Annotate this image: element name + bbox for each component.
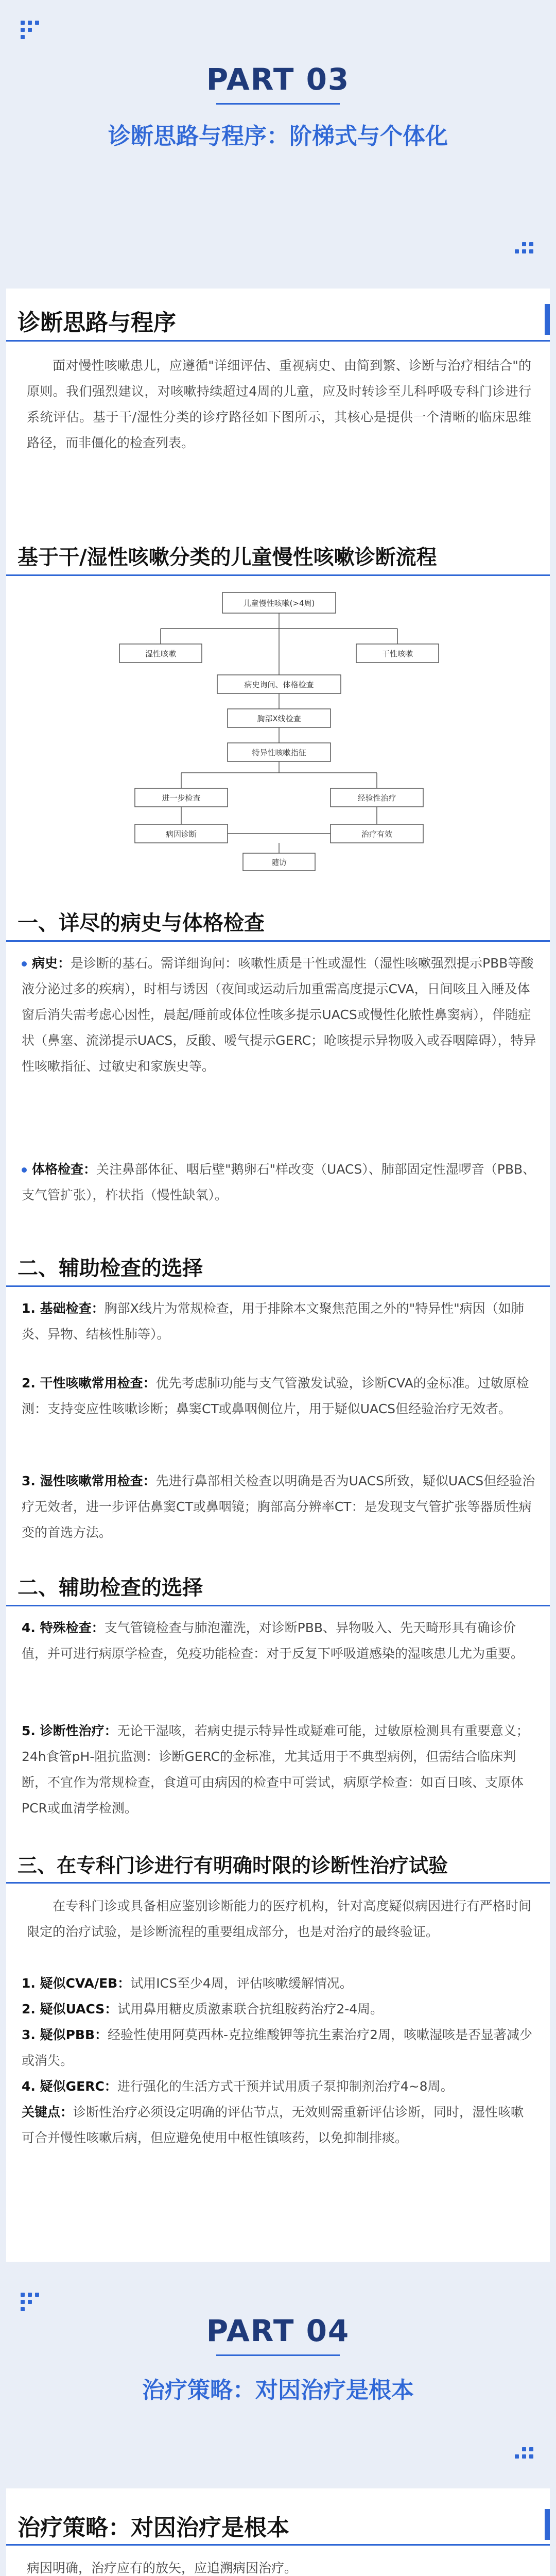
flow-label-empiric: 经验性治疗 <box>357 793 396 803</box>
part3-number: PART 03 <box>206 62 350 97</box>
bullet-icon <box>22 1167 27 1173</box>
corner-grid-icon <box>515 242 533 261</box>
bullet-icon <box>22 961 27 967</box>
flow-label-tests: 进一步检查 <box>162 793 201 803</box>
flow-label-diagnosis: 病因诊断 <box>165 829 197 839</box>
flow-label-effective: 治疗有效 <box>361 829 393 839</box>
trial-item-pbb: 3. 疑似PBB：经验性使用阿莫西林-克拉维酸钾等抗生素治疗2周，咳嗽湿咳是否显著减少或消失。 <box>22 2027 532 2068</box>
flow-label-xray: 胸部X线检查 <box>257 714 301 723</box>
test-item-basic: 1. 基础检查：胸部X线片为常规检查，用于排除本文聚焦范围之外的"特异性"病因（如肺炎、异物、结核性肺等）。 <box>22 1301 524 1342</box>
diagnosis-card <box>6 289 550 2262</box>
exam-item: 体格检查：关注鼻部体征、咽后壁"鹅卵石"样改变（UACS）、肺部固定性湿啰音（PBB、支气管扩张），杵状指（慢性缺氧）。 <box>22 1162 536 1202</box>
trial-intro: 在专科门诊或具备相应鉴别诊断能力的医疗机构，针对高度疑似病因进行有严格时间限定的治疗试验，是诊断流程的重要组成部分，也是对治疗的最终验证。 <box>27 1899 531 1939</box>
history-item: 病史：是诊断的基石。需详细询问：咳嗽性质是干性或湿性（湿性咳嗽强烈提示PBB等酸液分泌过多的疾病），时相与诱因（夜间或运动后加重需高度提示CVA，日间咳且入睡及体窗后消失需考虑心因性，晨起/睡前或体位性咳多提示UACS或慢性化脓性鼻窦病），伴随症状（鼻塞、流涕提示UACS，反酸、嗳气提示GERC；呛咳提示异物吸入或吞咽障碍），特异性咳嗽指征、过敏史和家族史等。 <box>22 956 536 1074</box>
section-heading: 诊断思路与程序 <box>18 310 176 336</box>
test-item-wet: 3. 湿性咳嗽常用检查：先进行鼻部相关检查以明确是否为UACS所致，疑似UACS但经验治疗无效者，进一步评估鼻窦CT或鼻咽镜；胸部高分辨率CT：是发现支气管扩张等器质性病变的首选方法。 <box>22 1473 535 1540</box>
part4-title: 治疗策略：对因治疗是根本 <box>142 2377 414 2403</box>
part4-underline <box>216 2354 340 2356</box>
accent-bar <box>545 304 550 335</box>
treatment-heading: 治疗策略：对因治疗是根本 <box>18 2515 289 2541</box>
heading-rule <box>6 1882 550 1884</box>
other-points-item: 5. 诊断性治疗：无论干湿咳，若病史提示特异性或疑难可能，过敏原检测具有重要意义；24h食管pH-阻抗监测：诊断GERC的金标准，尤其适用于不典型病例，但需结合临床判断，不宜作为常规检查，食道可由病因的检查中可尝试，病原学检查：如百日咳、支原体PCR或血清学检测。 <box>22 1723 529 1816</box>
corner-grid-icon <box>21 21 39 39</box>
trial-item-cva: 1. 疑似CVA/EB：试用ICS至少4周，评估咳嗽缓解情况。 <box>22 1976 353 1991</box>
heading-rule <box>6 340 550 342</box>
accent-bar <box>545 2509 550 2540</box>
part3-band <box>0 0 556 278</box>
trial-key-point: 关键点：诊断性治疗必须设定明确的评估节点，无效则需重新评估诊断，同时，湿性咳嗽可合并慢性咳嗽后病，但应避免使用中枢性镇咳药，以免抑制排痰。 <box>22 2105 524 2145</box>
intro-paragraph: 面对慢性咳嗽患儿，应遵循"详细评估、重视病史、由简到繁、诊断与治疗相结合"的原则。我们强烈建议，对咳嗽持续超过4周的儿童，应及时转诊至儿科呼吸专科门诊进行系统评估。基于干/湿性分类的诊疗路径如下图所示，其核心是提供一个清晰的临床思维路径，而非僵化的检查列表。 <box>27 358 531 450</box>
trial-heading: 三、在专科门诊进行有明确时限的诊断性治疗试验 <box>18 1854 448 1877</box>
flow-label-followup: 随访 <box>271 858 287 867</box>
heading-rule <box>6 940 550 942</box>
part3-underline <box>216 103 340 105</box>
special-test-item: 4. 特殊检查：支气管镜检查与肺泡灌洗，对诊断PBB、异物吸入、先天畸形具有确诊价值，并可进行病原学检查，免疫功能检查：对于反复下呼吸道感染的湿咳患儿尤为重要。 <box>22 1620 524 1661</box>
flow-label-root: 儿童慢性咳嗽(>4周) <box>243 599 315 608</box>
corner-grid-icon <box>21 2293 39 2311</box>
part4-number: PART 04 <box>206 2313 350 2348</box>
flow-label-indicators: 特异性咳嗽指征 <box>252 748 306 757</box>
heading-rule <box>6 574 550 576</box>
trial-item-gerc: 4. 疑似GERC：进行强化的生活方式干预并试用质子泵抑制剂治疗4~8周。 <box>22 2079 454 2094</box>
heading-rule <box>6 2544 550 2546</box>
special-tests-heading: 二、辅助检查的选择 <box>18 1576 203 1600</box>
flow-label-wet: 湿性咳嗽 <box>145 649 177 658</box>
flow-label-history: 病史询问、体格检查 <box>244 680 314 689</box>
trial-item-uacs: 2. 疑似UACS：试用鼻用糖皮质激素联合抗组胺药治疗2-4周。 <box>22 2002 384 2016</box>
treatment-line: 病因明确，治疗应有的放矢，应追溯病因治疗。 <box>27 2561 298 2575</box>
test-item-dry: 2. 干性咳嗽常用检查：优先考虑肺功能与支气管激发试验，诊断CVA的金标准。过敏原检测：支持变应性咳嗽诊断；鼻窦CT或鼻咽侧位片，用于疑似UACS但经验治疗无效者。 <box>22 1376 529 1416</box>
flow-label-dry: 干性咳嗽 <box>381 649 413 658</box>
part4-band <box>0 2272 556 2488</box>
heading-rule <box>6 1285 550 1287</box>
corner-grid-icon <box>515 2447 533 2466</box>
flow-heading: 基于干/湿性咳嗽分类的儿童慢性咳嗽诊断流程 <box>18 546 437 569</box>
tests-heading: 二、辅助检查的选择 <box>18 1257 203 1280</box>
part3-title: 诊断思路与程序：阶梯式与个体化 <box>108 123 448 149</box>
diagnosis-flowchart <box>78 587 480 876</box>
treatment-card <box>6 2488 550 2576</box>
history-heading: 一、详尽的病史与体格检查 <box>18 911 265 935</box>
heading-rule <box>6 1605 550 1606</box>
